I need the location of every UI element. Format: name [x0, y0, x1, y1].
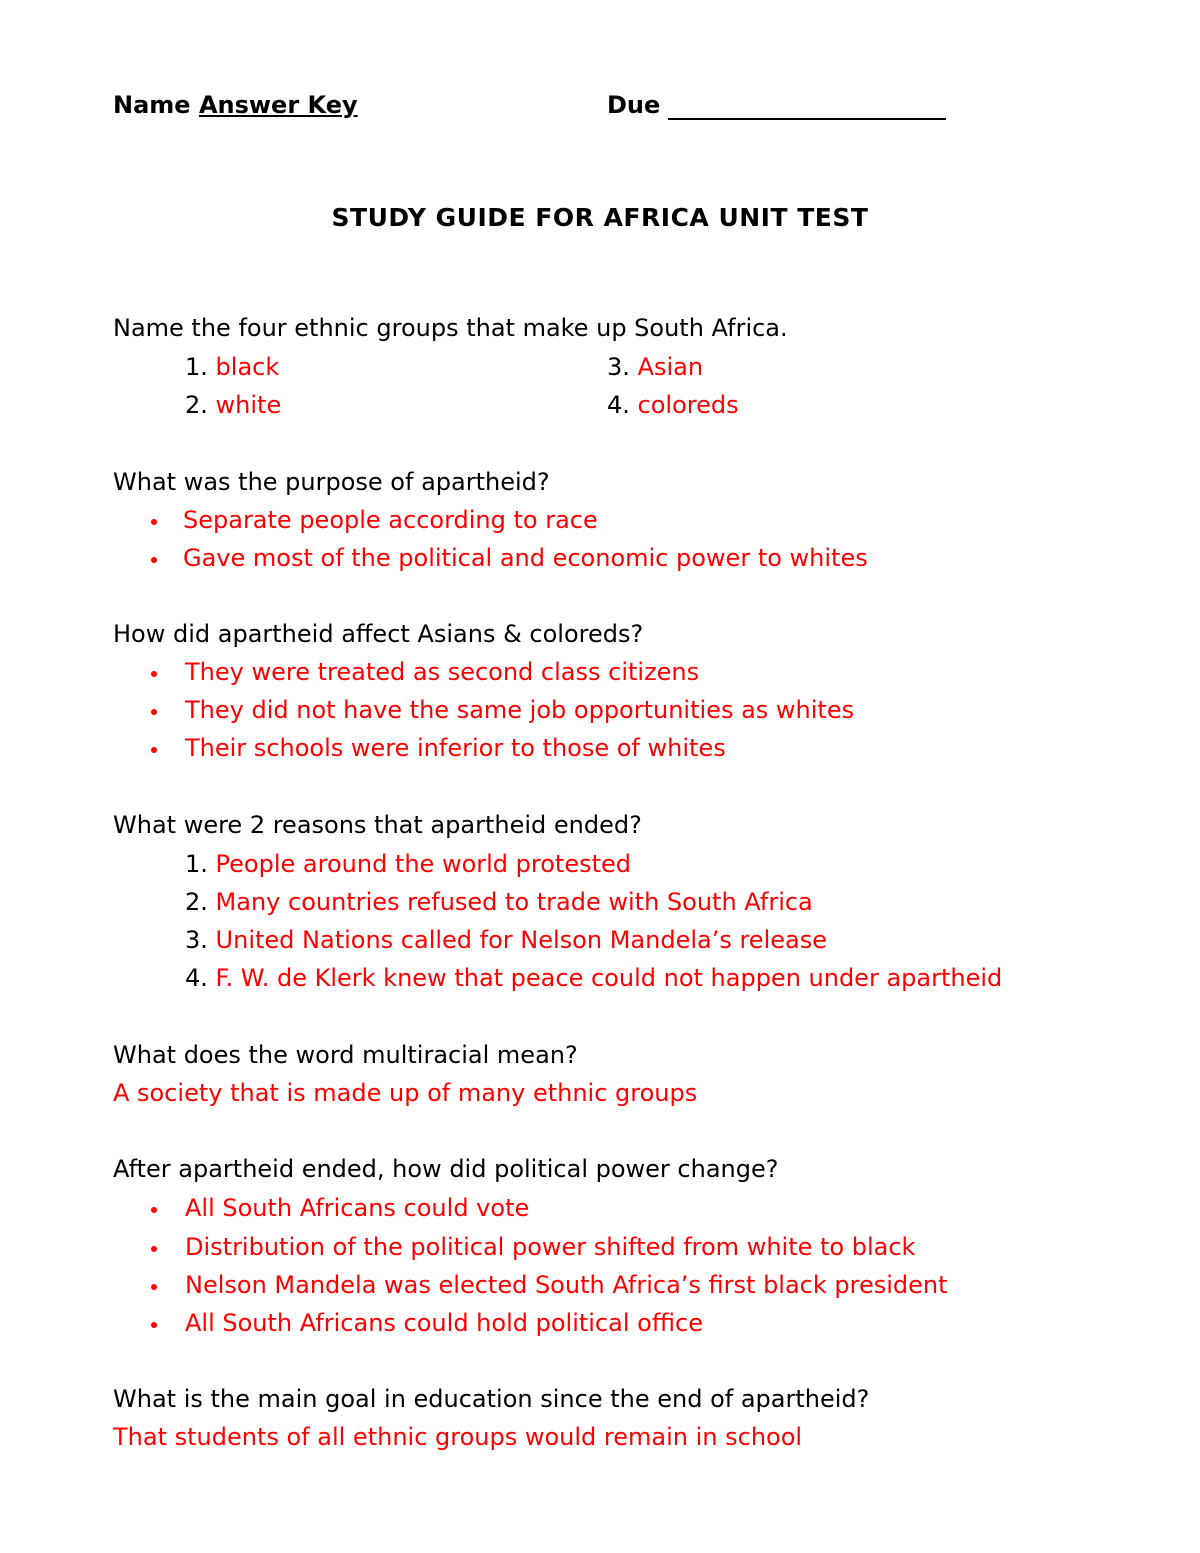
answer-text: That students of all ethnic groups would remain in school: [113, 1423, 803, 1451]
bullet-icon: [151, 671, 157, 677]
list-item: They were treated as second class citizens: [185, 658, 700, 686]
list-item: 1. black: [185, 353, 280, 381]
name-value: Answer Key: [198, 91, 358, 119]
bullet-icon: [151, 1246, 157, 1252]
answer-text: A society that is made up of many ethnic groups: [113, 1079, 698, 1107]
question-1: Name the four ethnic groups that make up South Africa.: [113, 314, 788, 342]
due-label: Due: [607, 91, 661, 119]
list-item: They did not have the same job opportunities as whites: [185, 696, 855, 724]
question-5: What does the word multiracial mean?: [113, 1041, 578, 1069]
list-item: All South Africans could vote: [185, 1194, 530, 1222]
list-item: Distribution of the political power shifted from white to black: [185, 1233, 916, 1261]
bullet-icon: [151, 557, 157, 563]
list-item: 3. United Nations called for Nelson Mandela’s release: [185, 926, 827, 954]
list-item: Gave most of the political and economic power to whites: [183, 544, 868, 572]
list-item: 4. F. W. de Klerk knew that peace could not happen under apartheid: [185, 964, 1003, 992]
name-line: [113, 90, 358, 120]
list-item: 2. Many countries refused to trade with South Africa: [185, 888, 813, 916]
list-item: Separate people according to race: [183, 506, 598, 534]
list-item: 1. People around the world protested: [185, 850, 631, 878]
question-4: What were 2 reasons that apartheid ended?: [113, 811, 642, 839]
page-title: STUDY GUIDE FOR AFRICA UNIT TEST: [331, 203, 869, 232]
bullet-icon: [151, 1322, 157, 1328]
question-2: What was the purpose of apartheid?: [113, 468, 550, 496]
list-item: Nelson Mandela was elected South Africa’s first black president: [185, 1271, 948, 1299]
name-label: Name: [113, 91, 191, 119]
list-item: 4. coloreds: [607, 391, 739, 419]
bullet-icon: [151, 519, 157, 525]
list-item: 3. Asian: [607, 353, 704, 381]
due-line: [607, 90, 946, 120]
bullet-icon: [151, 747, 157, 753]
list-item: 2. white: [185, 391, 282, 419]
bullet-icon: [151, 709, 157, 715]
question-7: What is the main goal in education since the end of apartheid?: [113, 1385, 870, 1413]
list-item: Their schools were inferior to those of whites: [185, 734, 726, 762]
bullet-icon: [151, 1207, 157, 1213]
list-item: All South Africans could hold political office: [185, 1309, 703, 1337]
due-blank: [668, 94, 946, 120]
question-6: After apartheid ended, how did political power change?: [113, 1155, 779, 1183]
bullet-icon: [151, 1284, 157, 1290]
question-3: How did apartheid affect Asians & coloreds?: [113, 620, 644, 648]
